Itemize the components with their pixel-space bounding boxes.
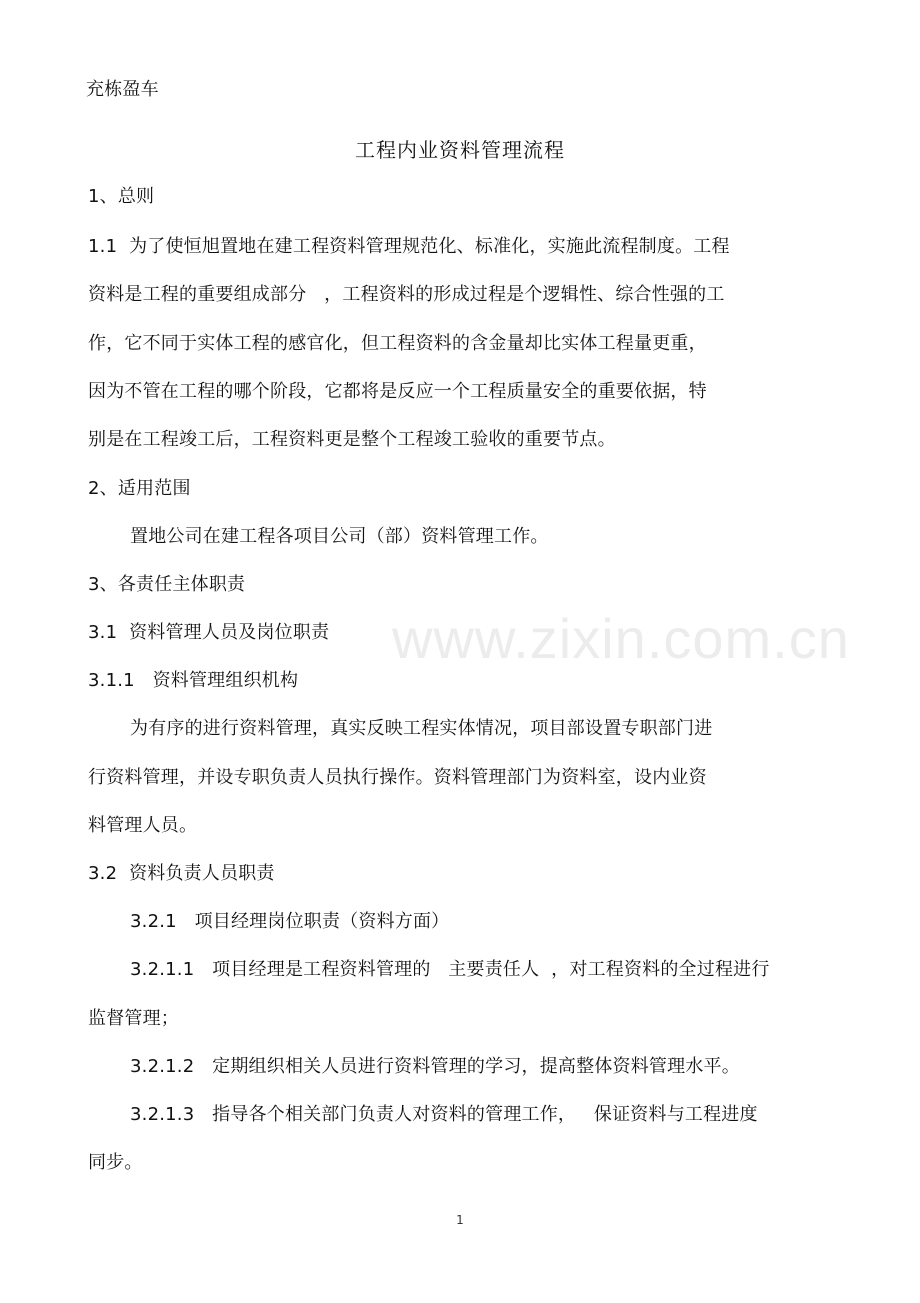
body-line: 同步。 bbox=[88, 1152, 143, 1173]
body-line: 3.2.1.1 项目经理是工程资料管理的 主要责任人 ，对工程资料的全过程进行 bbox=[130, 959, 770, 980]
body-line: 资料是工程的重要组成部分 ，工程资料的形成过程是个逻辑性、综合性强的工 bbox=[88, 284, 725, 305]
body-line: 监督管理； bbox=[88, 1008, 179, 1029]
subsection-heading: 3.1 资料管理人员及岗位职责 bbox=[88, 622, 330, 643]
page-number: 1 bbox=[456, 1213, 464, 1227]
body-line: 3.2.1.2 定期组织相关人员进行资料管理的学习，提高整体资料管理水平。 bbox=[130, 1056, 740, 1077]
body-line: 行资料管理，并设专职负责人员执行操作。资料管理部门为资料室，设内业资 bbox=[88, 767, 707, 788]
section-heading: 3、各责任主体职责 bbox=[88, 574, 246, 595]
subsection-heading: 3.2.1 项目经理岗位职责（资料方面） bbox=[130, 911, 450, 932]
body-line: 为有序的进行资料管理，真实反映工程实体情况，项目部设置专职部门进 bbox=[130, 718, 713, 739]
subsection-heading: 3.2 资料负责人员职责 bbox=[88, 863, 275, 884]
body-line: 置地公司在建工程各项目公司（部）资料管理工作。 bbox=[130, 526, 549, 547]
body-line: 料管理人员。 bbox=[88, 815, 198, 836]
section-heading: 2、适用范围 bbox=[88, 478, 191, 499]
body-line: 因为不管在工程的哪个阶段，它都将是反应一个工程质量安全的重要依据，特 bbox=[88, 381, 707, 402]
header-note: 充栋盈车 bbox=[86, 79, 159, 100]
body-line: 作，它不同于实体工程的感官化，但工程资料的含金量却比实体工程量更重， bbox=[88, 333, 707, 354]
watermark: www.zixin.com.cn bbox=[392, 607, 850, 670]
body-line: 3.2.1.3 指导各个相关部门负责人对资料的管理工作， 保证资料与工程进度 bbox=[130, 1104, 758, 1125]
document-title: 工程内业资料管理流程 bbox=[355, 138, 565, 162]
body-line: 1.1 为了使恒旭置地在建工程资料管理规范化、标准化，实施此流程制度。工程 bbox=[88, 236, 730, 257]
section-heading: 1、总则 bbox=[88, 186, 155, 207]
body-line: 别是在工程竣工后，工程资料更是整个工程竣工验收的重要节点。 bbox=[88, 429, 616, 450]
subsection-heading: 3.1.1 资料管理组织机构 bbox=[88, 670, 299, 691]
